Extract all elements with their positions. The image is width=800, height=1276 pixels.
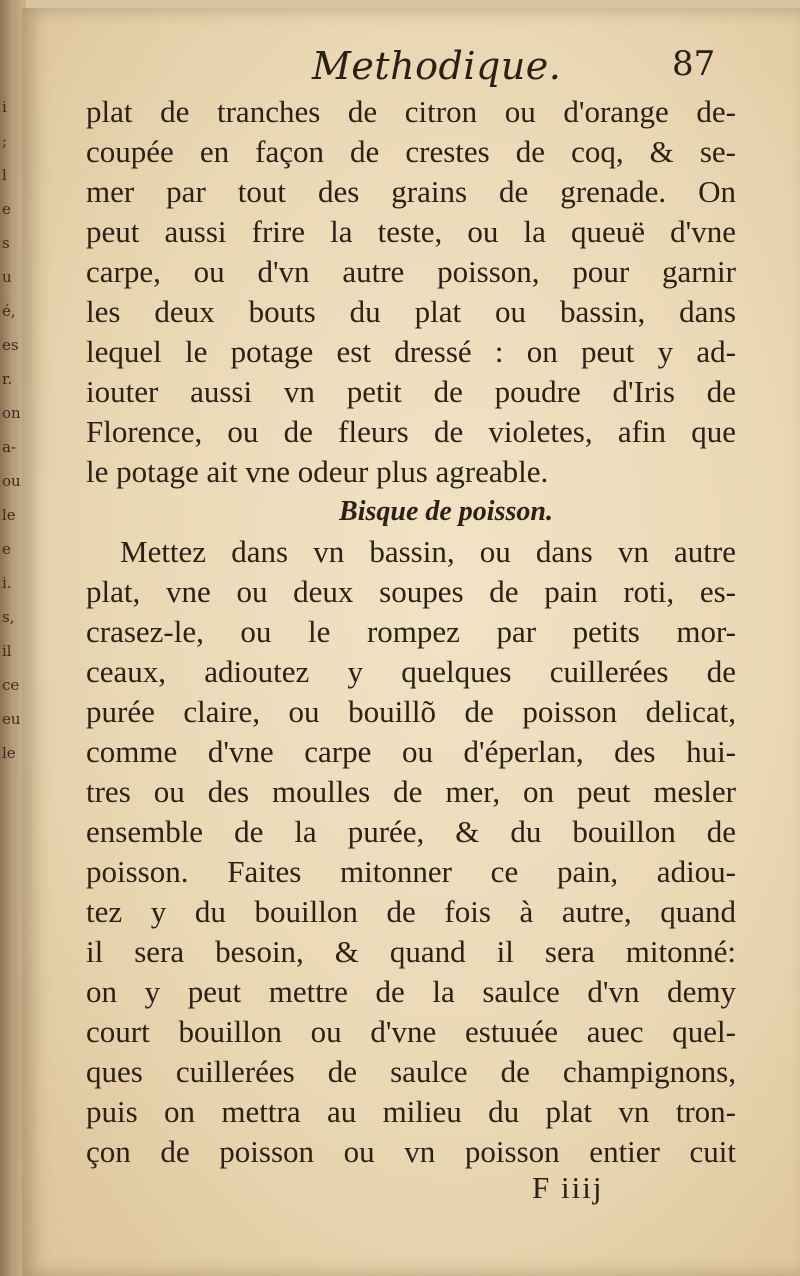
facing-page-fragment: e — [2, 200, 11, 218]
text-line: mer par tout des grains de grenade. On — [86, 174, 736, 209]
text-line: coupée en façon de crestes de coq, & se- — [86, 134, 736, 169]
text-line: tez y du bouillon de fois à autre, quand — [86, 894, 736, 929]
text-line: Mettez dans vn bassin, ou dans vn autre — [120, 534, 736, 569]
text-line: lequel le potage est dressé : on peut y ad- — [86, 334, 736, 369]
text-line: peut aussi frire la teste, ou la queuë d'vne — [86, 214, 736, 249]
text-line: ensemble de la purée, & du bouillon de — [86, 814, 736, 849]
text-line: çon de poisson ou vn poisson entier cuit — [86, 1134, 736, 1169]
facing-page-fragment: eu — [2, 710, 21, 728]
text-line: purée claire, ou bouillõ de poisson delicat, — [86, 694, 736, 729]
facing-page-fragment: r. — [2, 370, 13, 388]
facing-page-fragment: l — [2, 166, 7, 184]
text-line: il sera besoin, & quand il sera mitonné: — [86, 934, 736, 969]
facing-page-fragment: ou — [2, 472, 21, 490]
text-line: crasez-le, ou le rompez par petits mor- — [86, 614, 736, 649]
body-text — [86, 92, 736, 1172]
text-line: les deux bouts du plat ou bassin, dans — [86, 294, 736, 329]
page-header — [22, 44, 800, 94]
book-page — [22, 8, 800, 1276]
section-title: Bisque de poisson. — [339, 496, 553, 527]
page-number: 87 — [672, 44, 716, 84]
text-line: on y peut mettre de la saulce d'vn demy — [86, 974, 736, 1009]
facing-page-fragment: le — [2, 506, 16, 524]
text-line: Florence, ou de fleurs de violetes, afin que — [86, 414, 736, 449]
facing-page-fragment: u — [2, 268, 12, 286]
text-line: court bouillon ou d'vne estuuée auec quel- — [86, 1014, 736, 1049]
text-line: ceaux, adioutez y quelques cuillerées de — [86, 654, 736, 689]
text-line: le potage ait vne odeur plus agreable. — [86, 454, 549, 489]
facing-page-fragment: il — [2, 642, 12, 660]
facing-page-fragment: e — [2, 540, 11, 558]
running-head: Methodique. — [312, 44, 562, 88]
facing-page-edge-text — [2, 90, 21, 770]
text-line: ques cuillerées de saulce de champignons, — [86, 1054, 736, 1089]
facing-page-fragment: on — [2, 404, 21, 422]
text-line: plat, vne ou deux soupes de pain roti, es- — [86, 574, 736, 609]
facing-page-fragment: es — [2, 336, 19, 354]
text-line: poisson. Faites mitonner ce pain, adiou- — [86, 854, 736, 889]
text-line: plat de tranches de citron ou d'orange de- — [86, 94, 736, 129]
text-line: carpe, ou d'vn autre poisson, pour garnir — [86, 254, 736, 289]
text-line: puis on mettra au milieu du plat vn tron- — [86, 1094, 736, 1129]
facing-page-fragment: i — [2, 98, 7, 116]
text-line: iouter aussi vn petit de poudre d'Iris de — [86, 374, 736, 409]
facing-page-fragment: i. — [2, 574, 12, 592]
facing-page-fragment: s — [2, 234, 10, 252]
facing-page-fragment: a- — [2, 438, 17, 456]
facing-page-fragment: é, — [2, 302, 16, 320]
facing-page-fragment: le — [2, 744, 16, 762]
text-line: comme d'vne carpe ou d'éperlan, des hui- — [86, 734, 736, 769]
facing-page-fragment: ce — [2, 676, 20, 694]
text-line: tres ou des moulles de mer, on peut mesler — [86, 774, 736, 809]
signature-mark: F iiij — [532, 1170, 604, 1205]
facing-page-fragment: s, — [2, 608, 15, 626]
facing-page-fragment: ; — [2, 132, 8, 150]
